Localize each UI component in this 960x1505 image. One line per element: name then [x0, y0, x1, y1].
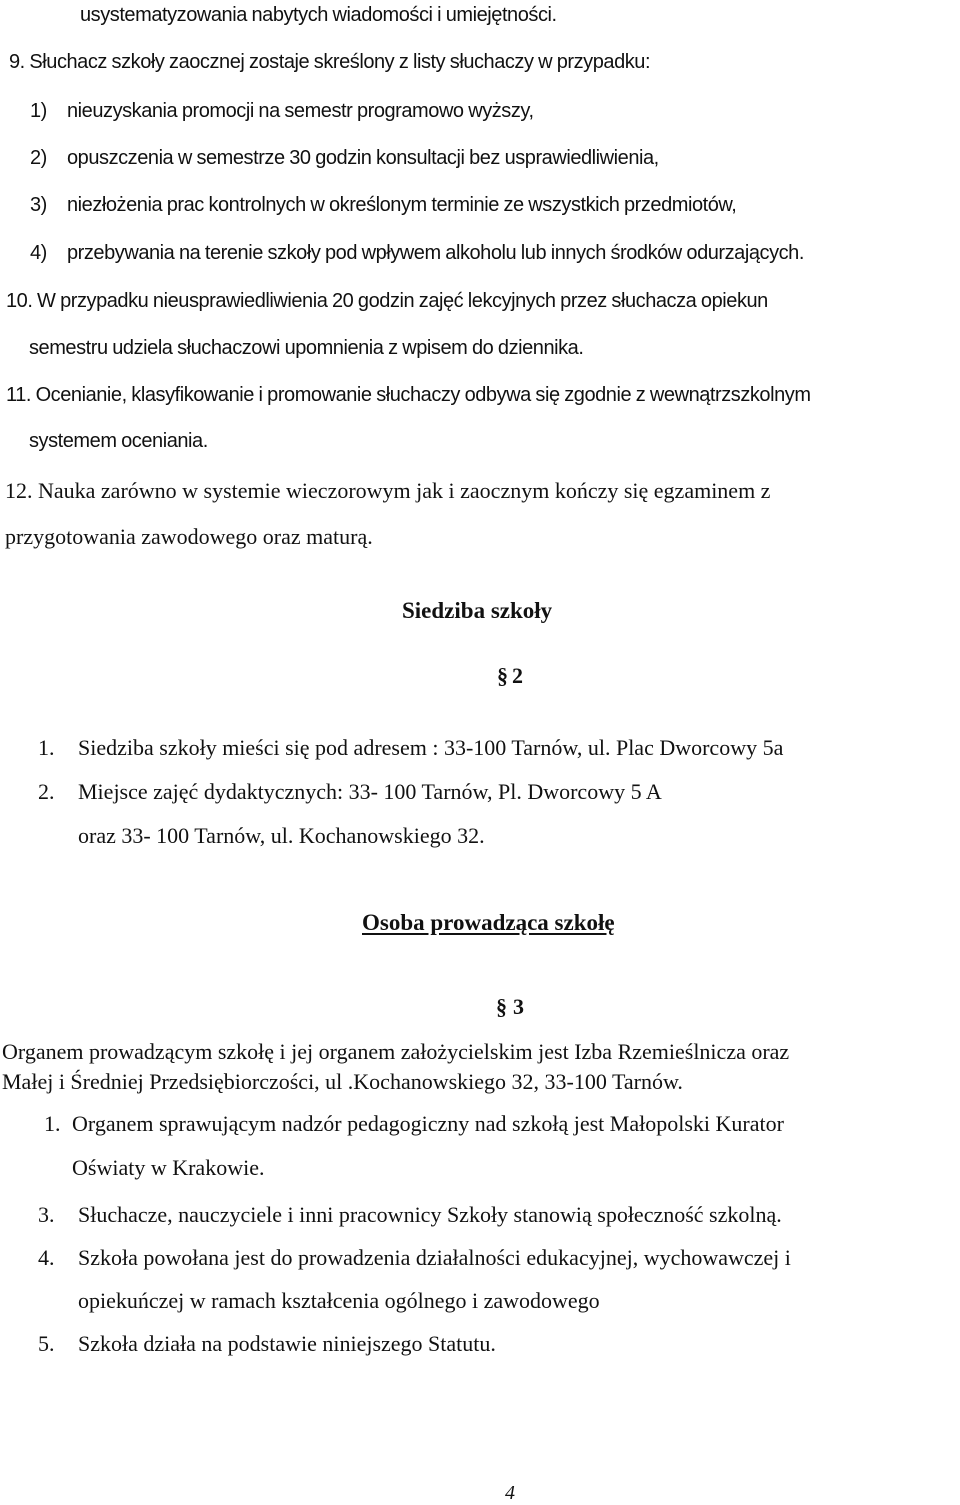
list-item-text: przebywania na terenie szkoły pod wpływem alkoholu lub innych środków odurzających. — [67, 242, 804, 264]
paragraph-continuation: usystematyzowania nabytych wiadomości i umiejętności. — [80, 4, 557, 26]
list-item-number: 5. — [38, 1331, 55, 1356]
paragraph-12-line-2: przygotowania zawodowego oraz maturą. — [5, 524, 373, 549]
list-item — [38, 781, 662, 803]
paragraph-10-line-2: semestru udziela słuchaczowi upomnienia z wpisem do dziennika. — [29, 337, 584, 359]
list-item-continuation: Oświaty w Krakowie. — [72, 1155, 265, 1180]
list-item-text: Siedziba szkoły mieści się pod adresem : 33-100 Tarnów, ul. Plac Dworcowy 5a — [78, 735, 784, 760]
page-number: 4 — [505, 1482, 515, 1504]
list-item-number: 3) — [30, 194, 47, 216]
list-item-text: Słuchacze, nauczyciele i inni pracownicy Szkoły stanowią społeczność szkolną. — [78, 1202, 782, 1227]
paragraph-intro-line-2: Małej i Średniej Przedsiębiorczości, ul .Kochanowskiego 32, 33-100 Tarnów. — [2, 1069, 683, 1094]
list-item-number: 1) — [30, 100, 47, 122]
list-item — [44, 1113, 784, 1135]
list-item — [38, 1247, 791, 1269]
list-item-number: 4) — [30, 242, 47, 264]
list-item-text: nieuzyskania promocji na semestr programowo wyższy, — [67, 100, 534, 122]
list-item-number: 2. — [38, 779, 55, 804]
paragraph-11-line-2: systemem oceniania. — [29, 430, 208, 452]
list-item-text: Szkoła powołana jest do prowadzenia działalności edukacyjnej, wychowawczej i — [78, 1245, 791, 1270]
paragraph-intro-line-1: Organem prowadzącym szkołę i jej organem założycielskim jest Izba Rzemieślnicza oraz — [2, 1039, 790, 1064]
list-item-text: niezłożenia prac kontrolnych w określonym terminie ze wszystkich przedmiotów, — [67, 194, 737, 216]
paragraph-11-line-1: 11. Ocenianie, klasyfikowanie i promowanie słuchaczy odbywa się zgodnie z wewnątrzszkolnym — [6, 384, 811, 406]
list-item — [30, 243, 804, 263]
paragraph-12-line-1: 12. Nauka zarówno w systemie wieczorowym jak i zaocznym kończy się egzaminem z — [5, 478, 771, 503]
list-item-continuation: opiekuńczej w ramach kształcenia ogólnego i zawodowego — [78, 1288, 600, 1313]
list-item-number: 2) — [30, 147, 47, 169]
list-item-text: Organem sprawującym nadzór pedagogiczny nad szkołą jest Małopolski Kurator — [72, 1111, 784, 1136]
list-item-continuation: oraz 33- 100 Tarnów, ul. Kochanowskiego 32. — [78, 823, 485, 848]
paragraph-10-line-1: 10. W przypadku nieusprawiedliwienia 20 godzin zajęć lekcyjnych przez słuchacza opiekun — [6, 290, 768, 312]
list-item — [30, 101, 534, 121]
list-item — [30, 148, 659, 168]
section-sign-icon: § — [497, 663, 508, 688]
list-item-number: 4. — [38, 1245, 55, 1270]
section-mark: § 3 — [496, 994, 524, 1019]
list-item-number: 1. — [38, 735, 55, 760]
section-heading-osoba: Osoba prowadząca szkołę — [362, 910, 615, 935]
list-item — [38, 1333, 496, 1355]
list-item — [38, 1204, 782, 1226]
list-item-text: Miejsce zajęć dydaktycznych: 33- 100 Tarnów, Pl. Dworcowy 5 A — [78, 779, 662, 804]
section-heading-siedziba: Siedziba szkoły — [402, 598, 553, 623]
list-item — [30, 195, 736, 215]
list-item-text: opuszczenia w semestrze 30 godzin konsultacji bez usprawiedliwienia, — [67, 147, 659, 169]
list-item-number: 3. — [38, 1202, 55, 1227]
section-mark: § 2 — [497, 663, 523, 688]
section-sign-icon: § — [496, 994, 507, 1019]
list-item-text: Szkoła działa na podstawie niniejszego Statutu. — [78, 1331, 496, 1356]
list-item — [38, 737, 783, 759]
paragraph-9: 9. Słuchacz szkoły zaocznej zostaje skreślony z listy słuchaczy w przypadku: — [9, 51, 651, 73]
list-item-number: 1. — [44, 1111, 61, 1136]
